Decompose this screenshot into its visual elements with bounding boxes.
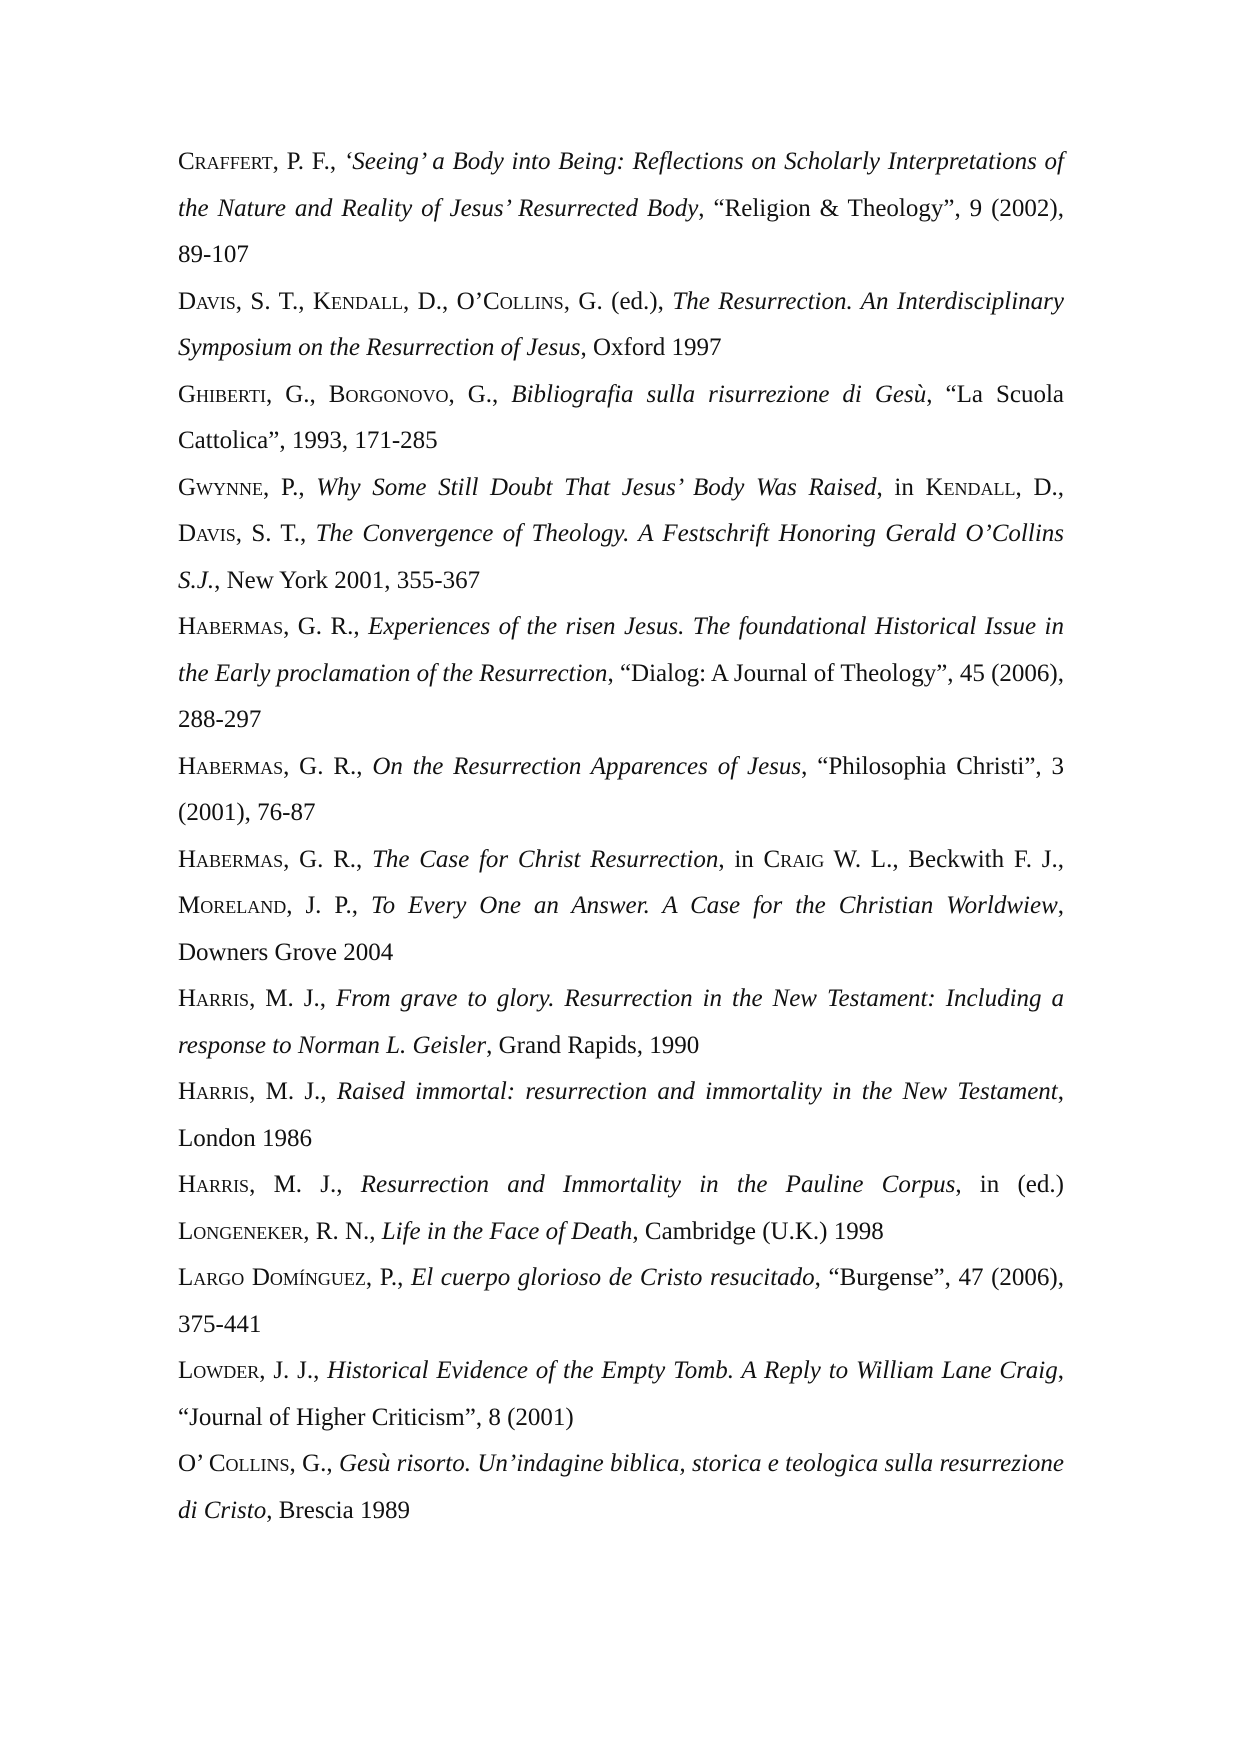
entry-text: , New York 2001, 355-367 [214,566,481,594]
entry-text: , London 1986 [178,1078,1064,1152]
entry-text: W. L., Beckwith F. J., [824,845,1064,873]
entry-text: , G., [448,380,512,408]
entry-text: , in [876,473,926,501]
work-title: Historical Evidence of the Empty Tomb. A Reply to William Lane Craig [327,1357,1058,1384]
entry-text: , J. P., [286,892,371,919]
work-title: On the Resurrection Apparences of Jesus [372,752,802,780]
work-title: Why Some Still Doubt That Jesus’ Body Was Raised [316,473,877,501]
work-title: Experiences of the risen Jesus. The foundational Historical Issue in the Early proclamation of the Resurrection [178,613,1064,687]
work-title: The Case for Christ Resurrection [372,845,719,873]
author-surname: O’ Collins [178,1450,290,1477]
entry-text: , P. F., [272,148,344,175]
author-surname: Longeneker [178,1217,304,1245]
entry-text: , G. R., [283,752,373,780]
work-title: From grave to glory. Resurrection in the New Testament: Including a response to Norman L. Geisler [178,985,1064,1059]
bibliography-list [178,139,1064,1534]
work-title: To Every One an Answer. A Case for the Christian Worldwiew [370,892,1058,919]
author-surname: Kendall [925,473,1016,501]
entry-text: , R. N., [303,1217,382,1245]
entry-text: , G. R., [283,613,369,640]
author-surname: Craig [763,845,825,873]
work-title: El cuerpo glorioso de Cristo resucitado [410,1264,815,1291]
author-surname: Davis [178,520,236,547]
work-title: Resurrection and Immortality in the Pauline Corpus [360,1171,956,1198]
author-surname: Harris [178,1078,250,1105]
entry-text: , “Journal of Higher Criticism”, 8 (2001) [178,1357,1064,1431]
author-surname: Habermas [178,845,284,873]
bibliography-entry [178,976,1064,1069]
author-surname: Habermas [178,613,284,640]
bibliography-entry [178,279,1064,372]
entry-text: , Cambridge (U.K.) 1998 [632,1217,884,1245]
entry-text: , “Burgense”, 47 (2006), 375-441 [178,1264,1064,1338]
author-surname: Habermas [178,752,284,780]
entry-text: , M. J., [249,1171,361,1198]
entry-text: , S. T., [235,287,313,315]
work-title: Gesù risorto. Un’indagine biblica, storica e teologica sulla resurrezione di Cristo [178,1450,1064,1524]
author-surname: Gwynne [178,473,264,501]
entry-text: , P., [365,1264,411,1291]
entry-text: , P., [263,473,317,501]
bibliography-entry [178,837,1064,977]
work-title: ‘Seeing’ a Body into Being: Reflections on Scholarly Interpretations of the Nature and Reality of Jesus’ Resurrected Body [178,148,1064,222]
author-surname: Kendall [312,287,403,315]
author-surname: Davis [178,287,236,315]
bibliography-entry [178,604,1064,744]
bibliography-entry [178,1069,1064,1162]
work-title: The Convergence of Theology. A Festschrift Honoring Gerald O’Collins S.J. [178,520,1064,594]
work-title: The Resurrection. An Interdisciplinary Symposium on the Resurrection of Jesus [178,287,1064,361]
bibliography-entry [178,1441,1064,1534]
entry-text: , “Dialog: A Journal of Theology”, 45 (2006), 288-297 [178,659,1064,733]
entry-text: , Grand Rapids, 1990 [486,1031,700,1059]
author-surname: Harris [178,985,250,1012]
author-surname: Craffert [178,148,273,175]
entry-text: , D., [402,287,457,315]
entry-text: , in (ed.) [955,1171,1064,1198]
work-title: Bibliografia sulla risurrezione di Gesù [511,380,927,408]
author-surname: Harris [178,1171,250,1198]
author-surname: Lowder [178,1357,260,1384]
bibliography-entry [178,465,1064,605]
bibliography-entry [178,1162,1064,1255]
author-surname: Ghiberti [178,380,266,408]
author-surname: Moreland [178,892,287,919]
entry-text: , G. R., [283,845,373,873]
author-surname: Largo Domínguez [178,1264,366,1291]
entry-text: , G., [265,380,329,408]
entry-text: , S. T., [235,520,316,547]
entry-text: , Oxford 1997 [580,334,722,361]
author-surname: O’Collins [456,287,564,315]
entry-text: , M. J., [249,985,336,1012]
entry-text: , Brescia 1989 [266,1496,410,1524]
entry-text: , M. J., [249,1078,337,1105]
bibliography-entry [178,744,1064,837]
bibliography-entry [178,1348,1064,1441]
entry-text: , “Religion & Theology”, 9 (2002), 89-107 [178,194,1064,268]
entry-text: , in [718,845,764,873]
author-surname: Borgonovo [328,380,449,408]
work-title: Life in the Face of Death [381,1217,633,1245]
entry-text: , G. (ed.), [563,287,673,315]
bibliography-entry [178,1255,1064,1348]
entry-text: , “Philosophia Christi”, 3 (2001), 76-87 [178,752,1065,826]
entry-text: , G., [289,1450,339,1477]
bibliography-entry [178,372,1064,465]
entry-text: , Downers Grove 2004 [178,892,1064,966]
bibliography-entry [178,139,1064,279]
entry-text: , “La Scuola Cattolica”, 1993, 171-285 [178,380,1064,454]
entry-text: , D., [1015,473,1064,501]
entry-text: , J. J., [259,1357,328,1384]
work-title: Raised immortal: resurrection and immortality in the New Testament [336,1078,1058,1105]
